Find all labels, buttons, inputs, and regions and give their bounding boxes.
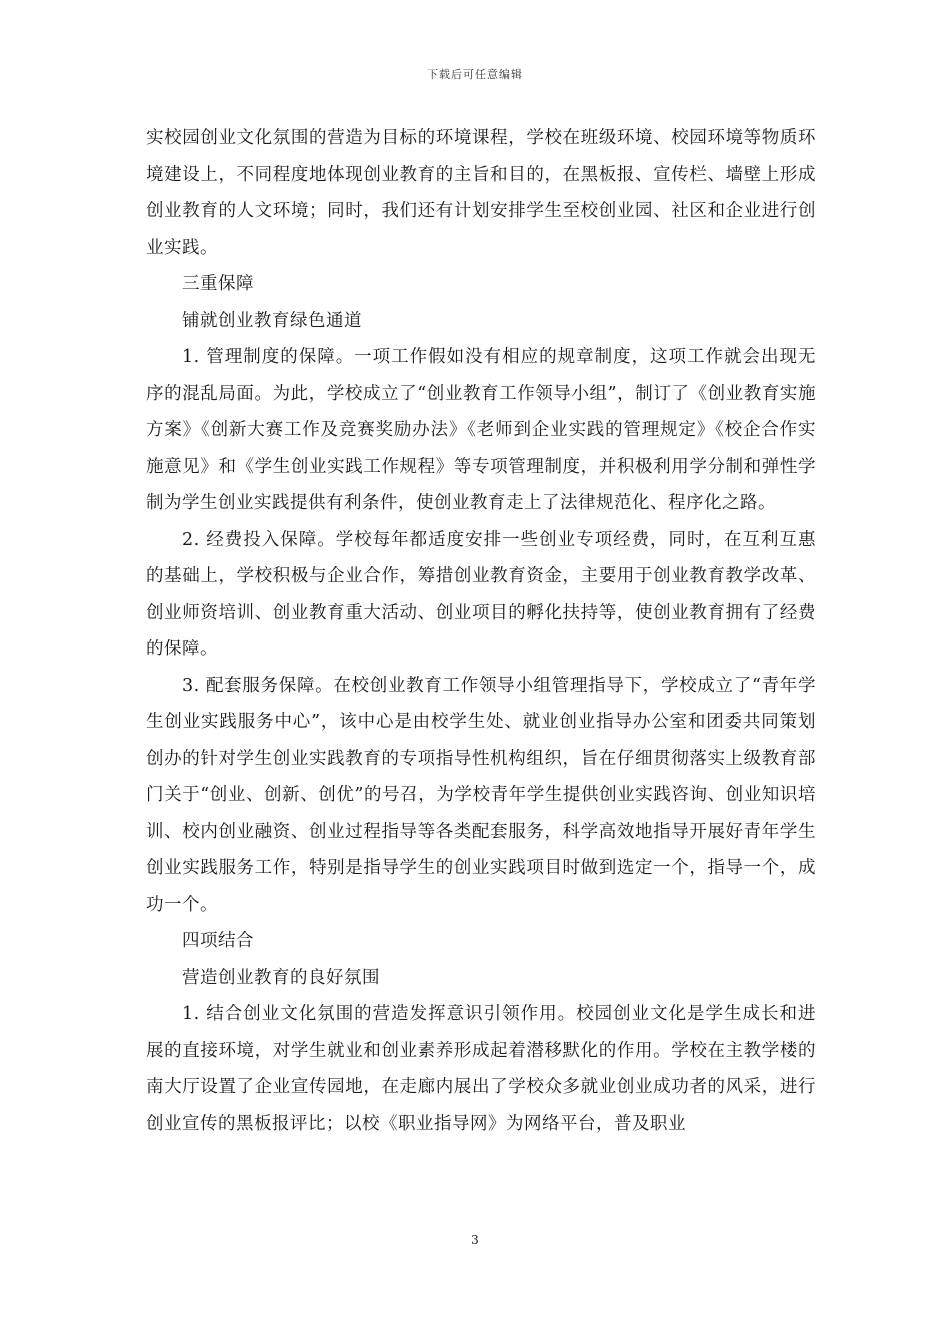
page-number: 3 <box>471 1233 479 1247</box>
section-subheading: 铺就创业教育绿色通道 <box>182 310 362 331</box>
paragraph: 2. 经费投入保障。学校每年都适度安排一些创业专项经费，同时，在互利互惠的基础上，学校积极与企业合作，筹措创业教育资金，主要用于创业教育教学改革、创业师资培训、创业教育重大活动、创业项目的孵化扶持等，使创业教育拥有了经费的保障。 <box>146 529 816 659</box>
paragraph-continuation: 实校园创业文化氛围的营造为目标的环境课程，学校在班级环境、校园环境等物质环境建设上，不同程度地体现创业教育的主旨和目的，在黑板报、宣传栏、墙壁上形成创业教育的人文环境；同时，我们还有计划安排学生至校创业园、社区和企业进行创业实践。 <box>146 128 816 258</box>
section-heading: 三重保障 <box>182 274 254 294</box>
paragraph: 3. 配套服务保障。在校创业教育工作领导小组管理指导下，学校成立了“青年学生创业实践服务中心”，该中心是由校学生处、就业创业指导办公室和团委共同策划创办的针对学生创业实践教育的专项指导性机构组织，旨在仔细贯彻落实上级教育部门关于“创业、创新、创优”的号召，为学校青年学生提供创业实践咨询、创业知识培训、校内创业融资、创业过程指导等各类配套服务，科学高效地指导开展好青年学生创业实践服务工作，特别是指导学生的创业实践项目时做到选定一个，指导一个，成功一个。 <box>146 675 816 915</box>
section-subheading: 营造创业教育的良好氛围 <box>182 967 380 988</box>
paragraph: 1. 结合创业文化氛围的营造发挥意识引领作用。校园创业文化是学生成长和进展的直接环境，对学生就业和创业素养形成起着潜移默化的作用。学校在主教学楼的南大厅设置了企业宣传园地，在走廊内展出了学校众多就业创业成功者的风采，进行创业宣传的黑板报评比；以校《职业指导网》为网络平台，普及职业 <box>146 1004 816 1134</box>
document-body <box>146 120 816 1142</box>
page-header: 下载后可任意编辑 <box>427 68 523 81</box>
paragraph: 1. 管理制度的保障。一项工作假如没有相应的规章制度，这项工作就会出现无序的混乱局面。为此，学校成立了“创业教育工作领导小组”，制订了《创业教育实施方案》《创新大赛工作及竞赛奖励办法》《老师到企业实践的管理规定》《校企合作实施意见》和《学生创业实践工作规程》等专项管理制度，并积极利用学分制和弹性学制为学生创业实践提供有利条件，使创业教育走上了法律规范化、程序化之路。 <box>146 347 816 513</box>
section-heading: 四项结合 <box>182 931 254 951</box>
